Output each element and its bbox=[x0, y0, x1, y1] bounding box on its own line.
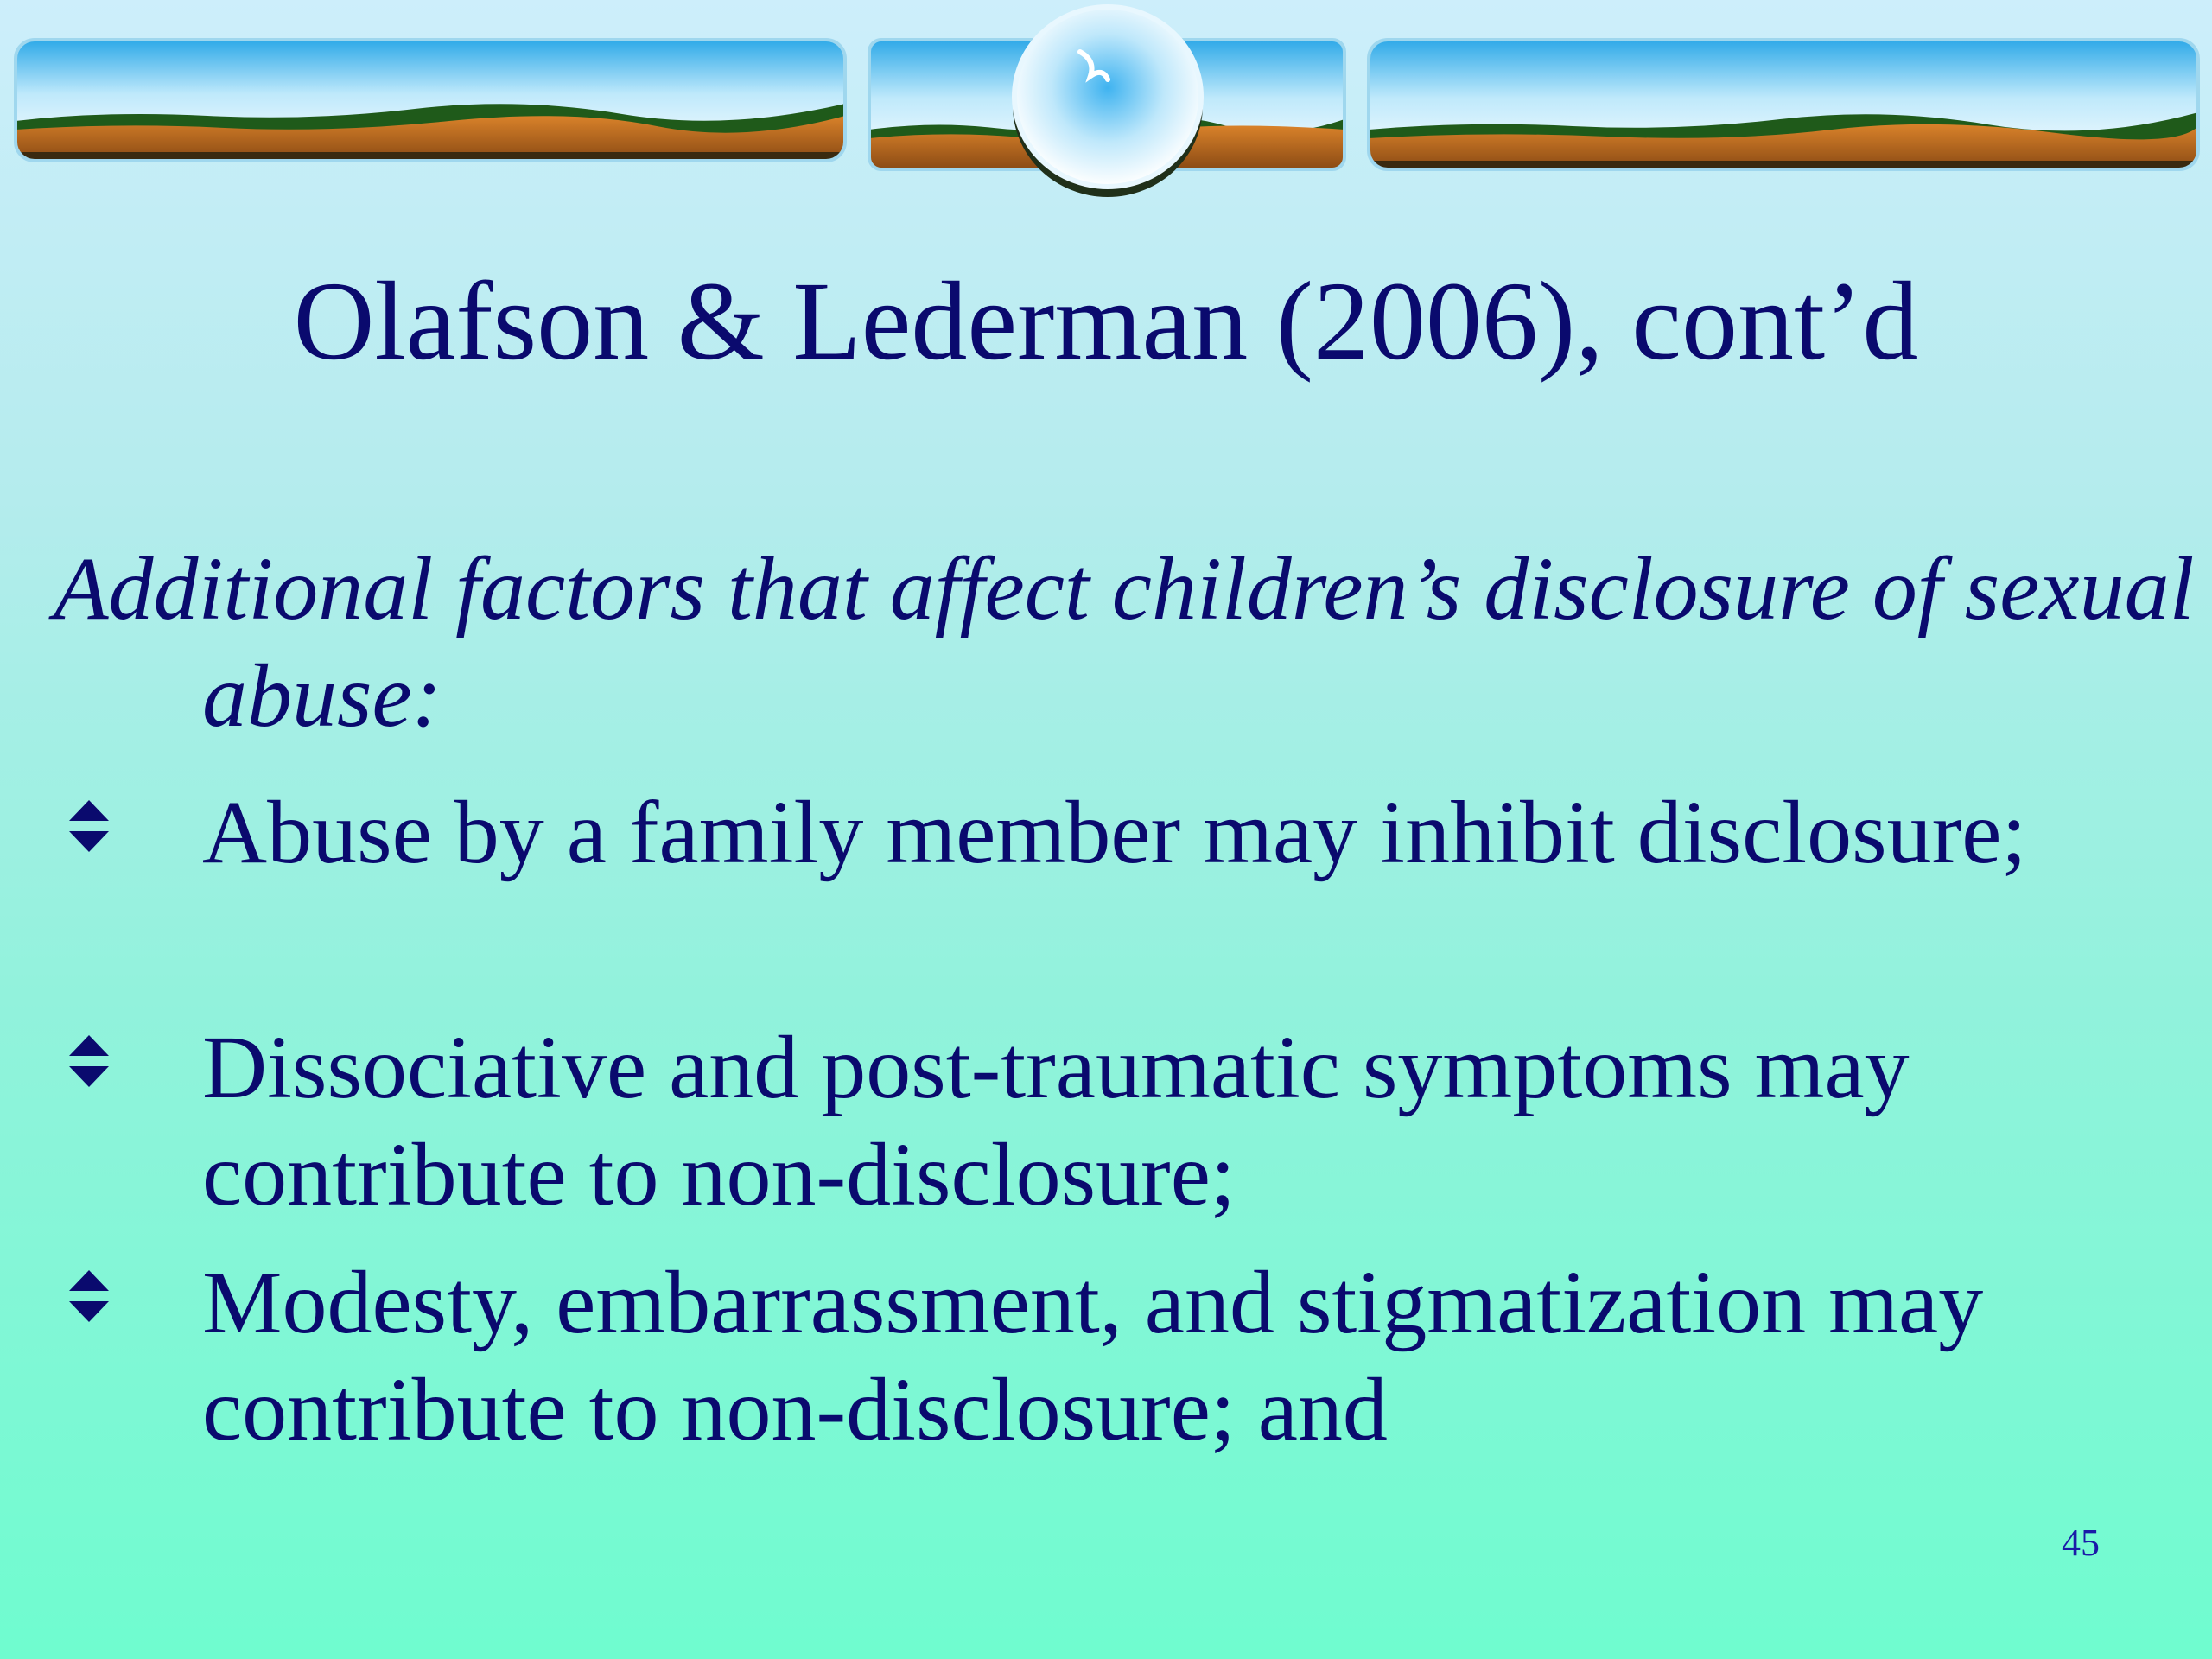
bullet-text: Modesty, embarrassment, and stigmatization may contribute to non-disclosure; and bbox=[202, 1253, 1984, 1459]
diamond-bullet-icon bbox=[67, 798, 111, 854]
page-number: 45 bbox=[2062, 1522, 2100, 1564]
slide-title: Olafson & Lederman (2006), cont’d bbox=[293, 259, 1919, 384]
intro-text: Additional factors that affect children’s disclosure of sexual abuse: bbox=[54, 539, 2195, 746]
diamond-bullet-icon bbox=[67, 1268, 111, 1324]
diamond-bullet-icon bbox=[67, 1033, 111, 1089]
landscape-banner-icon bbox=[0, 0, 2212, 207]
bullet-text: Abuse by a family member may inhibit disclosure; bbox=[202, 783, 2027, 882]
bullet-text: Dissociative and post-traumatic symptoms may contribute to non-disclosure; bbox=[202, 1018, 1910, 1224]
